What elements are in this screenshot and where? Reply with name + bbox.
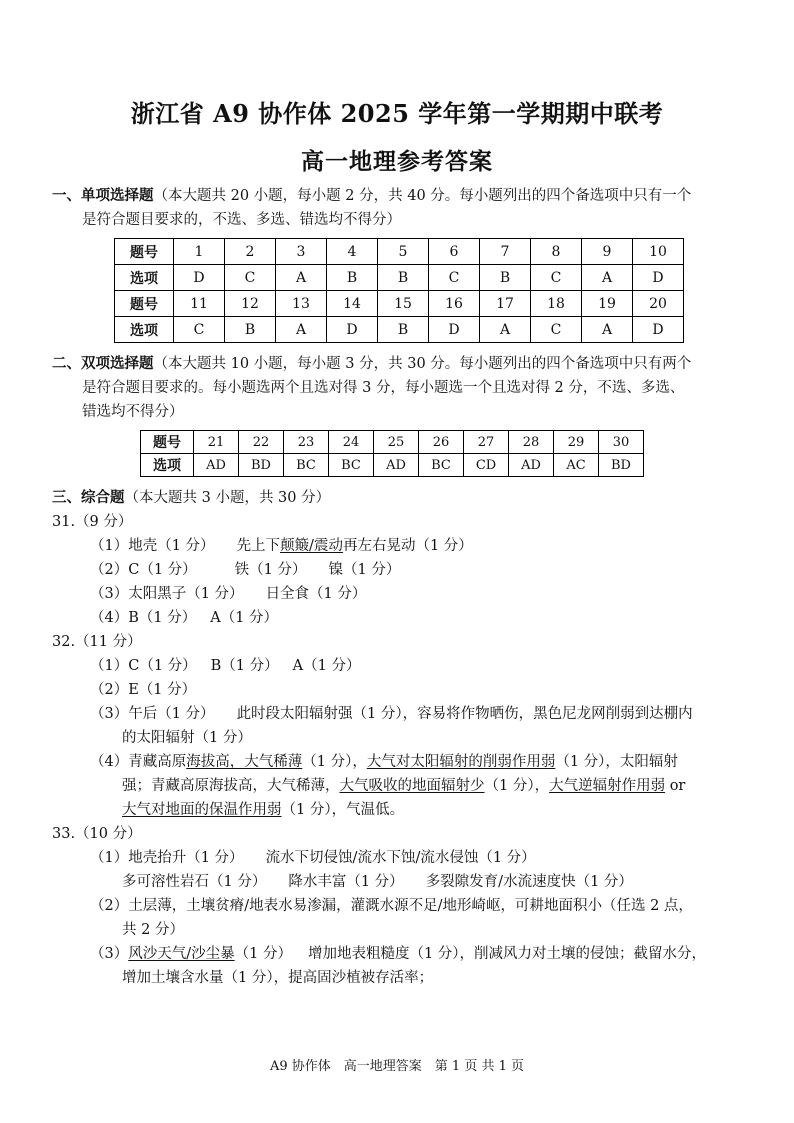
q32-answer: （1 分）， xyxy=(484,778,550,794)
answer-cell: BD xyxy=(599,454,644,477)
q32-line6 xyxy=(122,798,404,822)
q32-line3-cont: 的太阳辐射（1 分） xyxy=(122,730,252,746)
question-number: 26 xyxy=(419,431,464,454)
q33-answer: 流水下切侵蚀/流水下蚀/流水侵蚀（1 分） xyxy=(265,850,536,866)
answer-cell: AD xyxy=(509,454,554,477)
question-number: 6 xyxy=(429,239,480,265)
q32-answer: （1 分），太阳辐射 xyxy=(555,754,678,770)
answer-cell: C xyxy=(429,265,480,291)
answer-cell: AD xyxy=(374,454,419,477)
label-answer: 选项 xyxy=(115,265,174,291)
section1-desc1: （本大题共 20 小题，每小题 2 分，共 40 分。每小题列出的四个备选项中只有一个 xyxy=(153,188,692,204)
q33-line6: 增加土壤含水量（1 分），提高固沙植被存活率； xyxy=(122,970,434,986)
question-number: 1 xyxy=(174,239,225,265)
section1-desc2: 是符合题目要求的，不选、多选、错选均不得分） xyxy=(82,212,401,228)
section3-heading: 三、综合题 xyxy=(52,490,125,506)
q31-answer: 日全食（1 分） xyxy=(265,586,367,602)
q32-answer: 此时段太阳辐射强（1 分），容易将作物晒伤，黑色尼龙网削弱到达棚内 xyxy=(236,706,693,722)
answer-cell: C xyxy=(531,317,582,343)
q31-answer: （2）C（1 分） xyxy=(90,562,197,578)
q32-answer: （3）午后（1 分） xyxy=(90,706,215,722)
q31-line1 xyxy=(90,534,473,558)
question-number: 30 xyxy=(599,431,644,454)
q33-line3-cont: 共 2 分） xyxy=(122,922,184,938)
question-number: 4 xyxy=(327,239,378,265)
q32-heading: 32.（11 分） xyxy=(52,634,142,650)
label-question-number: 题号 xyxy=(115,239,174,265)
q32-answer: （1 分）， xyxy=(302,754,367,770)
q32-line2: （2）E（1 分） xyxy=(90,682,197,698)
underlined-keypoint: 大气对太阳辐射的削弱作用弱 xyxy=(366,754,556,770)
question-number: 20 xyxy=(633,291,684,317)
question-number: 16 xyxy=(429,291,480,317)
answer-cell: D xyxy=(633,265,684,291)
q33-line2 xyxy=(122,870,633,894)
question-number: 8 xyxy=(531,239,582,265)
section3-heading-line xyxy=(52,486,752,510)
q32-line4 xyxy=(90,750,678,774)
q33-answer: 多裂隙发育/水流速度快（1 分） xyxy=(425,874,633,890)
q32-answer: （4）青藏高原 xyxy=(90,754,187,770)
answer-cell: D xyxy=(327,317,378,343)
q32-line5 xyxy=(122,774,685,798)
answer-cell: CD xyxy=(464,454,509,477)
underlined-keypoint: 大气对地面的保温作用弱 xyxy=(122,802,282,818)
q33-heading: 33.（10 分） xyxy=(52,826,142,842)
q31-line3 xyxy=(90,582,366,606)
answer-cell: BC xyxy=(329,454,374,477)
q33-line1 xyxy=(90,846,536,870)
q31-answer: 再左右晃动（1 分） xyxy=(342,538,473,554)
q32-line3 xyxy=(90,702,693,726)
q33-line5 xyxy=(90,942,706,966)
answer-cell: D xyxy=(174,265,225,291)
table-row xyxy=(115,265,684,291)
section1-heading: 一、单项选择题 xyxy=(52,188,154,204)
label-answer: 选项 xyxy=(141,454,194,477)
q31-answer: 先上下 xyxy=(236,538,281,554)
section2-desc3: 错选均不得分） xyxy=(82,404,184,420)
q31-answer: （3）太阳黑子（1 分） xyxy=(90,586,244,602)
label-question-number: 题号 xyxy=(141,431,194,454)
answer-cell: B xyxy=(327,265,378,291)
question-number: 21 xyxy=(194,431,239,454)
section2-heading: 二、双项选择题 xyxy=(52,356,154,372)
answer-cell: A xyxy=(480,317,531,343)
q31-answer: （1）地壳（1 分） xyxy=(90,538,215,554)
page-footer: A9 协作体 高一地理答案 第 1 页 共 1 页 xyxy=(270,1059,524,1074)
question-number: 12 xyxy=(225,291,276,317)
section1-heading-line xyxy=(52,184,752,208)
question-number: 22 xyxy=(239,431,284,454)
question-number: 14 xyxy=(327,291,378,317)
table-row xyxy=(141,454,644,477)
answer-cell: BC xyxy=(419,454,464,477)
answer-cell: A xyxy=(276,317,327,343)
answer-cell: BC xyxy=(284,454,329,477)
question-number: 13 xyxy=(276,291,327,317)
answer-cell: A xyxy=(276,265,327,291)
question-number: 15 xyxy=(378,291,429,317)
answer-cell: AC xyxy=(554,454,599,477)
question-number: 24 xyxy=(329,431,374,454)
q31-answer: A（1 分） xyxy=(210,610,279,626)
q31-line4 xyxy=(90,606,278,630)
underlined-keypoint: 风沙天气/沙尘暴 xyxy=(128,946,235,962)
answer-cell: B xyxy=(225,317,276,343)
table-row xyxy=(115,317,684,343)
q33-answer: （1）地壳抬升（1 分） xyxy=(90,850,244,866)
q32-answer: （1 分），气温低。 xyxy=(281,802,405,818)
answer-cell: C xyxy=(225,265,276,291)
question-number: 29 xyxy=(554,431,599,454)
answer-cell: D xyxy=(429,317,480,343)
q32-answer: B（1 分） xyxy=(210,658,279,674)
q33-line3: （2）土层薄，土壤贫瘠/地表水易渗漏，灌溉水源不足/地形崎岖，可耕地面积小（任选 2 点， xyxy=(90,898,693,914)
table-row xyxy=(115,291,684,317)
answer-cell: A xyxy=(582,265,633,291)
answer-cell: D xyxy=(633,317,684,343)
question-number: 28 xyxy=(509,431,554,454)
section3-desc: （本大题共 3 小题，共 30 分） xyxy=(124,490,331,506)
q32-answer: 强；青藏高原海拔高，大气稀薄， xyxy=(122,778,340,794)
q33-answer: （1 分） xyxy=(234,946,292,962)
question-number: 25 xyxy=(374,431,419,454)
question-number: 9 xyxy=(582,239,633,265)
q32-answer: （1）C（1 分） xyxy=(90,658,197,674)
q33-answer: 增加地表粗糙度（1 分），削减风力对土壤的侵蚀；截留水分， xyxy=(307,946,707,962)
underlined-keypoint: 大气逆辐射作用弱 xyxy=(549,778,666,794)
section2-desc2: 是符合题目要求的。每小题选两个且选对得 3 分，每小题选一个且选对得 2 分，不选、多选、 xyxy=(82,380,685,396)
q33-answer: 降水丰富（1 分） xyxy=(288,874,404,890)
question-number: 18 xyxy=(531,291,582,317)
q31-heading: 31.（9 分） xyxy=(52,514,133,530)
section2-answer-table xyxy=(140,430,644,477)
underlined-keypoint: 海拔高，大气稀薄 xyxy=(186,754,303,770)
document-subtitle: 高一地理参考答案 xyxy=(301,148,493,175)
document-title: 浙江省 A9 协作体 2025 学年第一学期期中联考 xyxy=(130,99,664,128)
label-answer: 选项 xyxy=(115,317,174,343)
question-number: 27 xyxy=(464,431,509,454)
table-row xyxy=(115,239,684,265)
answer-cell: B xyxy=(378,265,429,291)
q31-answer: （4）B（1 分） xyxy=(90,610,197,626)
underlined-keypoint: 颠簸/震动 xyxy=(280,538,343,554)
answer-cell: BD xyxy=(239,454,284,477)
q33-answer: （3） xyxy=(90,946,129,962)
question-number: 17 xyxy=(480,291,531,317)
answer-cell: C xyxy=(531,265,582,291)
q32-answer: or xyxy=(665,778,686,794)
question-number: 10 xyxy=(633,239,684,265)
question-number: 3 xyxy=(276,239,327,265)
section1-answer-table xyxy=(114,238,684,343)
answer-cell: AD xyxy=(194,454,239,477)
label-question-number: 题号 xyxy=(115,291,174,317)
underlined-keypoint: 大气吸收的地面辐射少 xyxy=(339,778,485,794)
q31-answer: 镍（1 分） xyxy=(328,562,401,578)
answer-cell: B xyxy=(480,265,531,291)
q32-answer: A（1 分） xyxy=(292,658,361,674)
question-number: 19 xyxy=(582,291,633,317)
q33-answer: 多可溶性岩石（1 分） xyxy=(122,874,267,890)
q31-answer: 铁（1 分） xyxy=(234,562,307,578)
answer-cell: C xyxy=(174,317,225,343)
answer-cell: B xyxy=(378,317,429,343)
question-number: 7 xyxy=(480,239,531,265)
answer-cell: A xyxy=(582,317,633,343)
question-number: 2 xyxy=(225,239,276,265)
question-number: 5 xyxy=(378,239,429,265)
section2-desc1: （本大题共 10 小题，每小题 3 分，共 30 分。每小题列出的四个备选项中只有两个 xyxy=(153,356,692,372)
section2-heading-line xyxy=(52,352,752,376)
question-number: 11 xyxy=(174,291,225,317)
table-row xyxy=(141,431,644,454)
q32-line1 xyxy=(90,654,360,678)
question-number: 23 xyxy=(284,431,329,454)
q31-line2 xyxy=(90,558,400,582)
